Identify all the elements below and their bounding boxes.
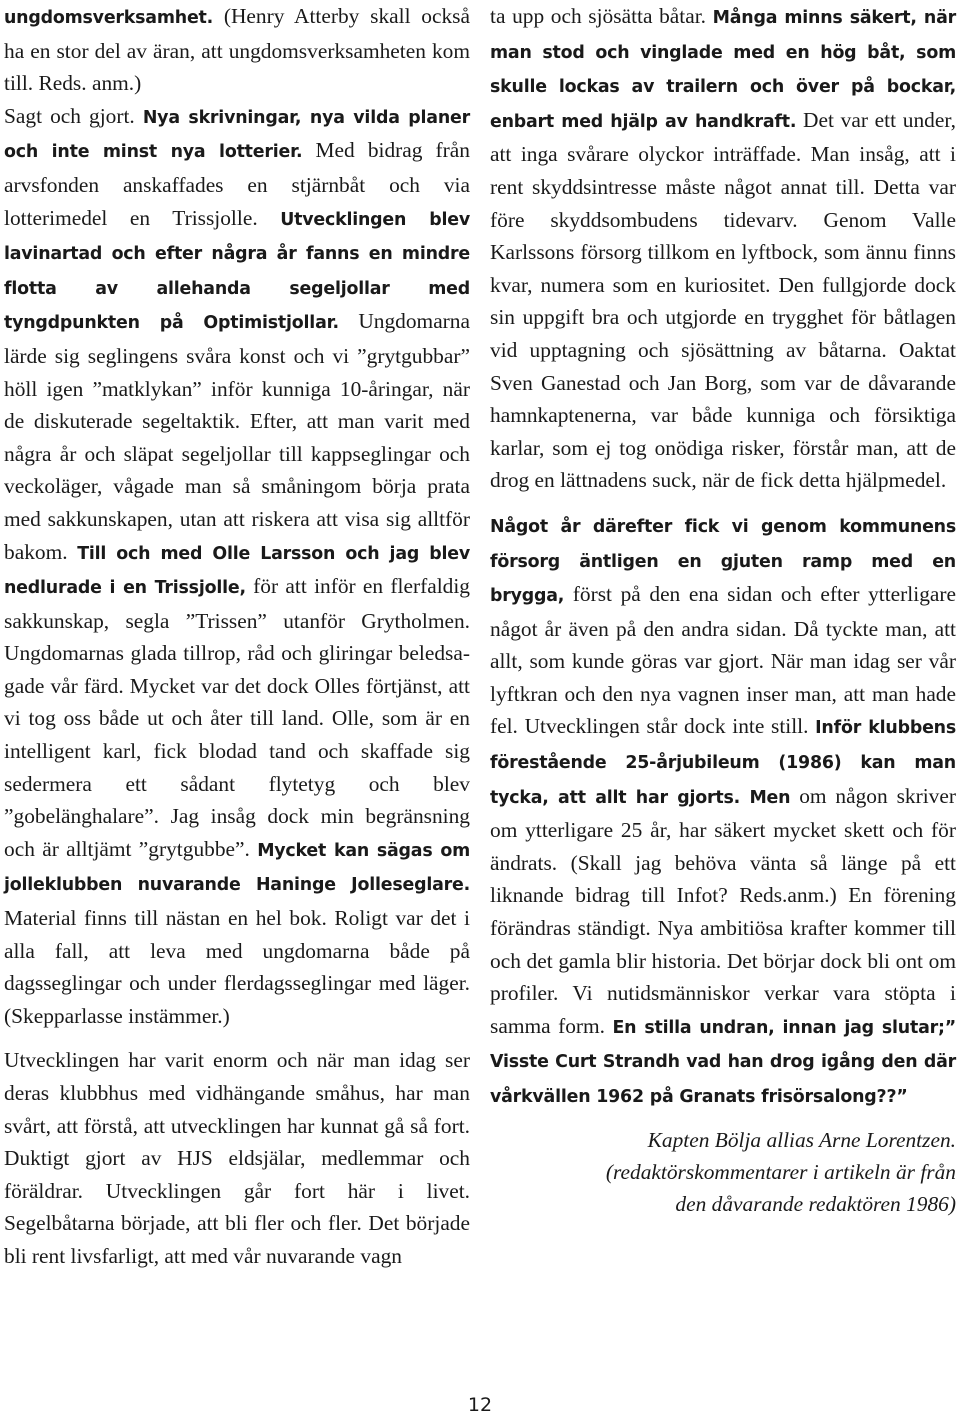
bold-phrase: Mycket kan sägas om jolleklubben nuvarande Haninge Jolleseglare. — [4, 840, 470, 896]
paragraph — [4, 100, 470, 1033]
paragraph — [490, 509, 956, 1114]
bold-phrase: Till och med Olle Larsson och jag blev nedlurade i en Trissjolle, — [4, 543, 470, 599]
text-run: för att inför en flerfaldig sakkunskap, segla ”Trissen” utanför Grytholmen. Ungdomarnas glada tillrop, råd och gliringar beledsagade vår färd. Mycket var det dock Olles förtjänst, att vi tog oss både ut och åter till land. Olle, som är en intelligent karl, fick blodad tand och skaffade sig sedermera ett sådant flytetyg och blev ”gobelänghalare”. Jag insåg dock min begränsning och är alltjämt ”grytgubbe”. — [4, 574, 470, 861]
text-run: ta upp och sjösätta båtar. — [490, 4, 713, 28]
bold-phrase: Inför klubbens förestående 25-årjubileum (1986) kan man tycka, att allt har gjorts. Men — [490, 718, 957, 808]
bold-phrase: Utvecklingen blev lavinartad och efter några år fanns en mindre flotta av allehanda segeljollar med tyngdpunkten på Optimistjollar. — [4, 209, 471, 334]
paragraph — [490, 0, 956, 497]
text-run: först på den ena sidan och efter ytterligare något år även på den andra sidan. Då tyckte man, att allt, som kunde göras var gjort. När man idag ser vår lyftkran och den nya vagnen inser man, att man hade fel. Utvecklingen står dock inte still. — [490, 582, 956, 739]
signature-line: (redaktörskommentarer i artikeln är från — [605, 1159, 956, 1184]
page-number: 12 — [467, 1394, 493, 1416]
signature-line: Kapten Bölja allias Arne Lorentzen. — [647, 1127, 956, 1152]
bold-phrase: Nya skrivningar, nya vilda planer och inte minst nya lotterier. — [4, 107, 470, 163]
author-signature — [490, 1124, 956, 1220]
text-run: Sagt och gjort. — [4, 103, 143, 128]
signature-line: den dåvarande redaktören 1986) — [675, 1191, 956, 1216]
text-run: Material finns till nästan en hel bok. Roligt var det i alla fall, att leva med ungdomarna både på dagsseglingar och under flerdagsseglingar med läger. (Skepparlasse instämmer.) — [4, 906, 470, 1028]
text-run: om någon skriver om ytterligare 25 år, har säkert mycket skett och för ändrats. (Skall jag behöva vänta så länge på ett liknande bidrag till Infot? Reds.anm.) En förening förändras ständigt. Nya ambitiösa krafter kommer till och det gamla blir historia. Det börjar dock bli ont om profiler. Vi nutidsmänniskor verkar vara stöpta i samma form. — [490, 783, 956, 1038]
text-run: Det var ett under, att inga svårare olyckor inträffade. Man insåg, att i rent skyddsintresse måste något annat till. Detta var före skyddsombudens tidevarv. Genom Valle Karlssons försorg tillkom en lyftbock, som ännu finns kvar, numera som en kuriositet. Den fullgjorde dock sin uppgift bra och utgjorde en trygghet för båtlagen vid upptagning och sjösättning av båtarna. Oaktat Sven Ganestad och Jan Borg, som var de dåvarande hamnkaptenerna, var både kunniga och försiktiga karlar, som ej tog onödiga risker, förstår man, att de drog en lättnadens suck, när de fick detta hjälpmedel. — [490, 107, 956, 493]
text-run: Ungdomarna lärde sig seglingens svåra konst och vi ”grytgubbar” höll igen ”matklykan” inför kunniga 10-åringar, när de diskuterade segeltaktik. Efter, att man varit med några år och släpat segeljollar till kappseglingar och veckoläger, vågade man så småningom börja prata med sakkunskapen, utan att riskera att visa sig alltför bakom. — [4, 309, 470, 564]
bold-phrase: En stilla undran, innan jag slutar;” Visste Curt Strandh vad han drog igång den där vårkvällen 1962 på Granats frisörsalong??” — [490, 1017, 957, 1107]
text-run: Utvecklingen har varit enorm och när man idag ser deras klubbhus med vidhängande småhus, har man svårt, att förstå, att utvecklingen har kunnat gå så fort. Duktigt gjort av HJS eldsjälar, medlemmar och föräldrar. Utvecklingen går fort här i livet. Segelbåtarna började, att bli fler och fler. Det började bli rent livsfarligt, att med vår nuvarande vagn — [4, 1048, 470, 1268]
text-run: Med bidrag från arvsfonden anskaffades en stjärnbåt och via lotterimedel en Trissjolle. — [4, 138, 470, 230]
paragraph — [4, 1044, 470, 1272]
bold-phrase: Många minns säkert, när man stod och vinglade med en hög båt, som skulle lockas av trailern och över på bockar, enbart med hjälp av handkraft. — [490, 8, 956, 132]
paragraph — [4, 0, 470, 100]
text-run: (Henry Atterby skall också ha en stor del av äran, att ungdomsverksamheten kom till. Reds. anm.) — [4, 4, 470, 96]
right-column — [490, 0, 956, 1220]
bold-phrase: ungdomsverksamhet. — [4, 8, 214, 28]
bold-phrase: Något år därefter fick vi genom kommunens försorg äntligen en gjuten ramp med en brygga, — [490, 516, 956, 607]
left-column — [4, 0, 470, 1273]
